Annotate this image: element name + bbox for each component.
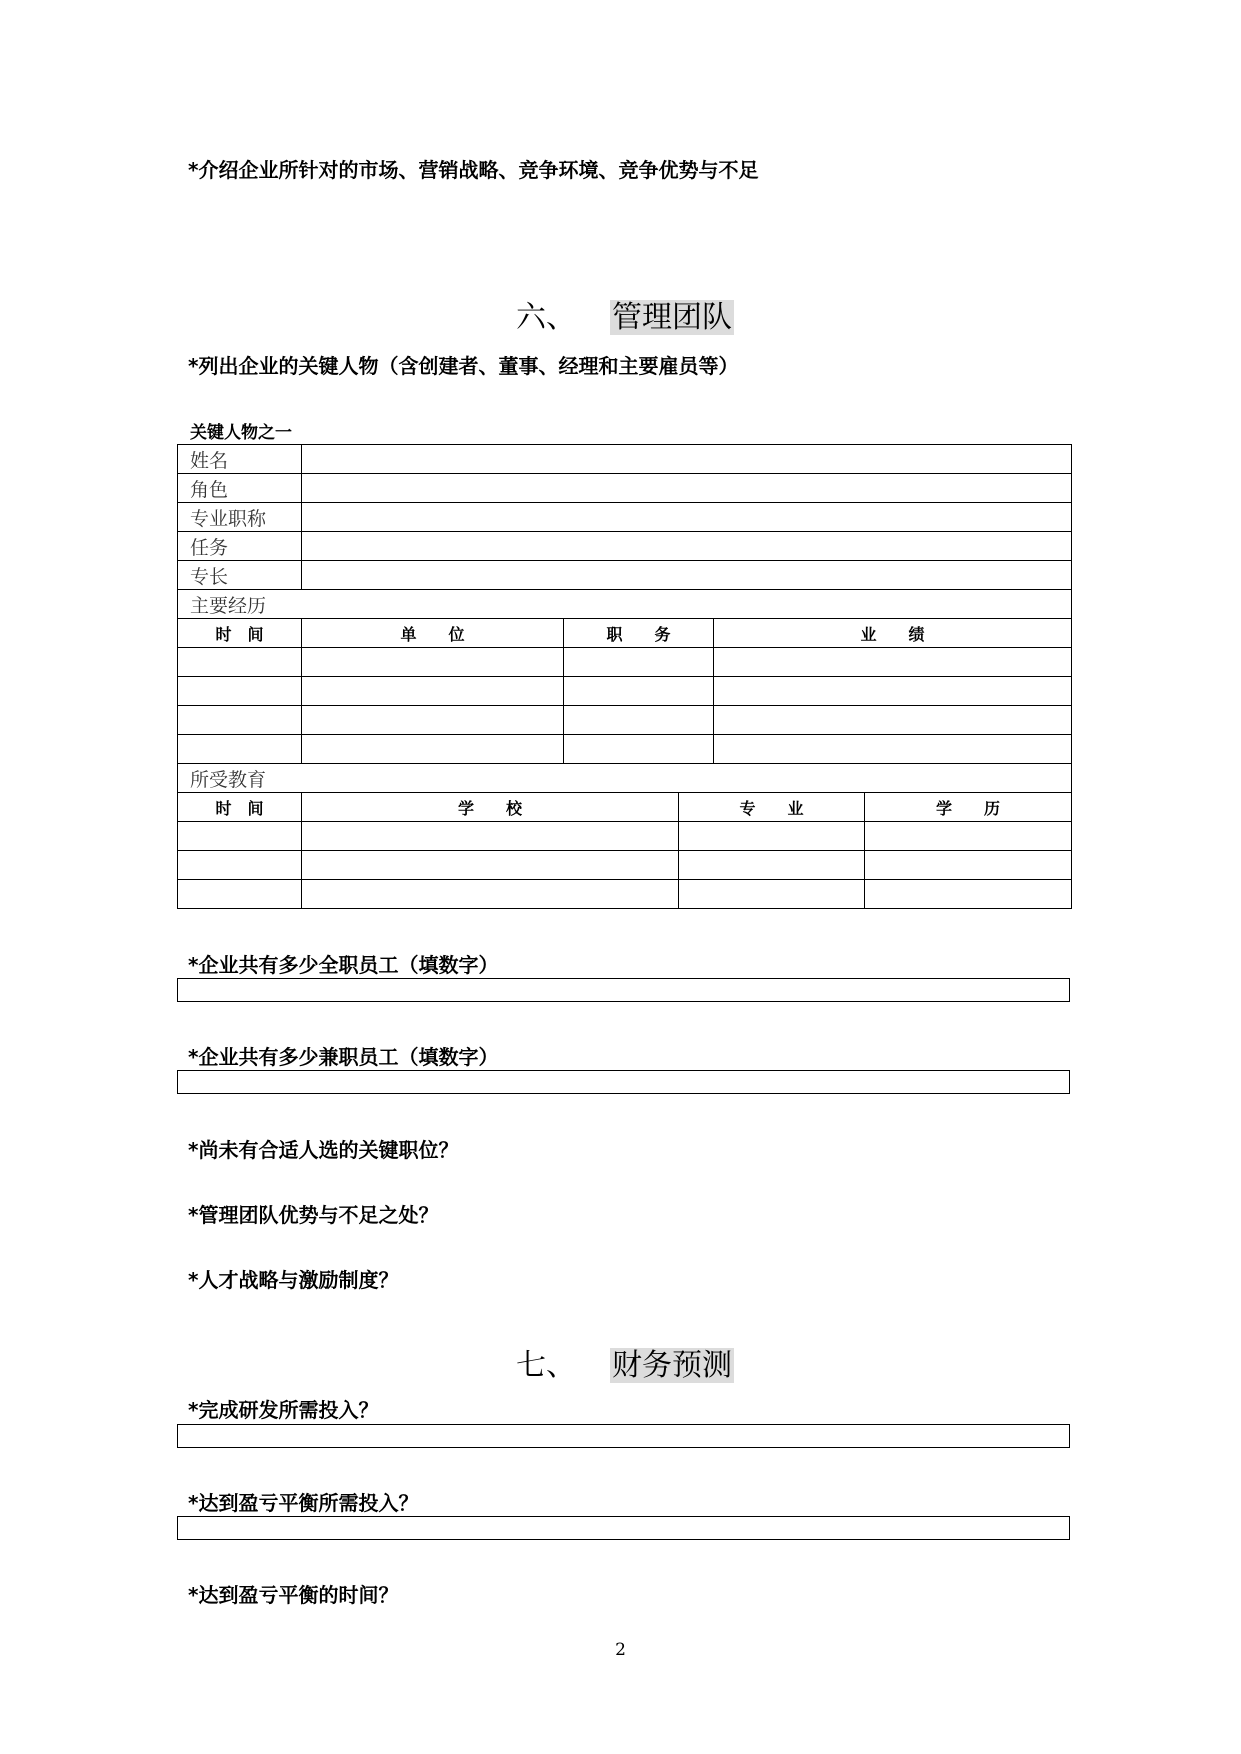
col-header: 时 间 bbox=[178, 793, 302, 822]
field-value[interactable] bbox=[302, 561, 1072, 590]
question-parttime: *企业共有多少兼职员工（填数字） bbox=[188, 1045, 499, 1069]
fulltime-answer-field[interactable] bbox=[177, 978, 1070, 1002]
key-person-table bbox=[177, 444, 1072, 909]
table-cell[interactable] bbox=[564, 706, 714, 735]
table-cell[interactable] bbox=[679, 822, 865, 851]
rd-investment-answer-field[interactable] bbox=[177, 1424, 1070, 1448]
table-cell[interactable] bbox=[714, 648, 1072, 677]
table-cell[interactable] bbox=[302, 851, 679, 880]
field-label: 姓名 bbox=[178, 445, 302, 474]
experience-row bbox=[178, 706, 1072, 735]
table-cell[interactable] bbox=[302, 706, 564, 735]
table-cell[interactable] bbox=[178, 648, 302, 677]
question-breakeven-investment: *达到盈亏平衡所需投入？ bbox=[188, 1491, 419, 1515]
question-vacant-positions: *尚未有合适人选的关键职位？ bbox=[188, 1138, 459, 1162]
field-row bbox=[178, 474, 1072, 503]
table-cell[interactable] bbox=[178, 706, 302, 735]
table-cell[interactable] bbox=[865, 822, 1072, 851]
field-label: 角色 bbox=[178, 474, 302, 503]
question-talent-strategy: *人才战略与激励制度？ bbox=[188, 1268, 399, 1292]
key-person-label: 关键人物之一 bbox=[190, 423, 292, 443]
field-value[interactable] bbox=[302, 503, 1072, 532]
experience-row bbox=[178, 735, 1072, 764]
table-cell[interactable] bbox=[679, 880, 865, 909]
table-cell[interactable] bbox=[564, 677, 714, 706]
experience-label: 主要经历 bbox=[178, 590, 1072, 619]
col-header: 学 校 bbox=[302, 793, 679, 822]
parttime-answer-field[interactable] bbox=[177, 1070, 1070, 1094]
section-number: 六、 bbox=[516, 300, 576, 335]
field-value[interactable] bbox=[302, 532, 1072, 561]
question-fulltime: *企业共有多少全职员工（填数字） bbox=[188, 953, 499, 977]
education-row bbox=[178, 851, 1072, 880]
experience-row bbox=[178, 677, 1072, 706]
education-label-row bbox=[178, 764, 1072, 793]
table-cell[interactable] bbox=[178, 822, 302, 851]
table-cell[interactable] bbox=[302, 880, 679, 909]
table-cell[interactable] bbox=[178, 735, 302, 764]
field-label: 专业职称 bbox=[178, 503, 302, 532]
table-cell[interactable] bbox=[865, 880, 1072, 909]
section-title: 财务预测 bbox=[612, 1348, 732, 1383]
question-key-people: *列出企业的关键人物（含创建者、董事、经理和主要雇员等） bbox=[188, 354, 739, 378]
table-cell[interactable] bbox=[302, 648, 564, 677]
table-cell[interactable] bbox=[714, 706, 1072, 735]
question-breakeven-time: *达到盈亏平衡的时间？ bbox=[188, 1583, 399, 1607]
field-label: 任务 bbox=[178, 532, 302, 561]
field-value[interactable] bbox=[302, 445, 1072, 474]
table-cell[interactable] bbox=[302, 677, 564, 706]
field-row bbox=[178, 532, 1072, 561]
table-cell[interactable] bbox=[302, 822, 679, 851]
table-cell[interactable] bbox=[679, 851, 865, 880]
table-cell[interactable] bbox=[178, 880, 302, 909]
experience-row bbox=[178, 648, 1072, 677]
section-heading-management bbox=[516, 292, 734, 336]
section-title: 管理团队 bbox=[612, 300, 732, 335]
col-header: 单 位 bbox=[302, 619, 564, 648]
field-row bbox=[178, 445, 1072, 474]
field-row bbox=[178, 561, 1072, 590]
table-cell[interactable] bbox=[178, 677, 302, 706]
breakeven-investment-answer-field[interactable] bbox=[177, 1516, 1070, 1540]
page-number: 2 bbox=[615, 1640, 626, 1660]
field-row bbox=[178, 503, 1072, 532]
table-cell[interactable] bbox=[564, 648, 714, 677]
table-cell[interactable] bbox=[714, 735, 1072, 764]
col-header: 时 间 bbox=[178, 619, 302, 648]
experience-label-row bbox=[178, 590, 1072, 619]
col-header: 专 业 bbox=[679, 793, 865, 822]
field-value[interactable] bbox=[302, 474, 1072, 503]
experience-header-row bbox=[178, 619, 1072, 648]
section-heading-finance bbox=[516, 1340, 734, 1384]
education-header-row bbox=[178, 793, 1072, 822]
table-cell[interactable] bbox=[564, 735, 714, 764]
table-cell[interactable] bbox=[178, 851, 302, 880]
education-row bbox=[178, 822, 1072, 851]
question-rd-investment: *完成研发所需投入？ bbox=[188, 1398, 379, 1422]
question-team-swot: *管理团队优势与不足之处？ bbox=[188, 1203, 439, 1227]
table-cell[interactable] bbox=[302, 735, 564, 764]
col-header: 业 绩 bbox=[714, 619, 1072, 648]
education-row bbox=[178, 880, 1072, 909]
col-header: 学 历 bbox=[865, 793, 1072, 822]
education-label: 所受教育 bbox=[178, 764, 1072, 793]
col-header: 职 务 bbox=[564, 619, 714, 648]
question-market: *介绍企业所针对的市场、营销战略、竞争环境、竞争优势与不足 bbox=[188, 158, 759, 182]
table-cell[interactable] bbox=[714, 677, 1072, 706]
section-number: 七、 bbox=[516, 1348, 576, 1383]
field-label: 专长 bbox=[178, 561, 302, 590]
table-cell[interactable] bbox=[865, 851, 1072, 880]
